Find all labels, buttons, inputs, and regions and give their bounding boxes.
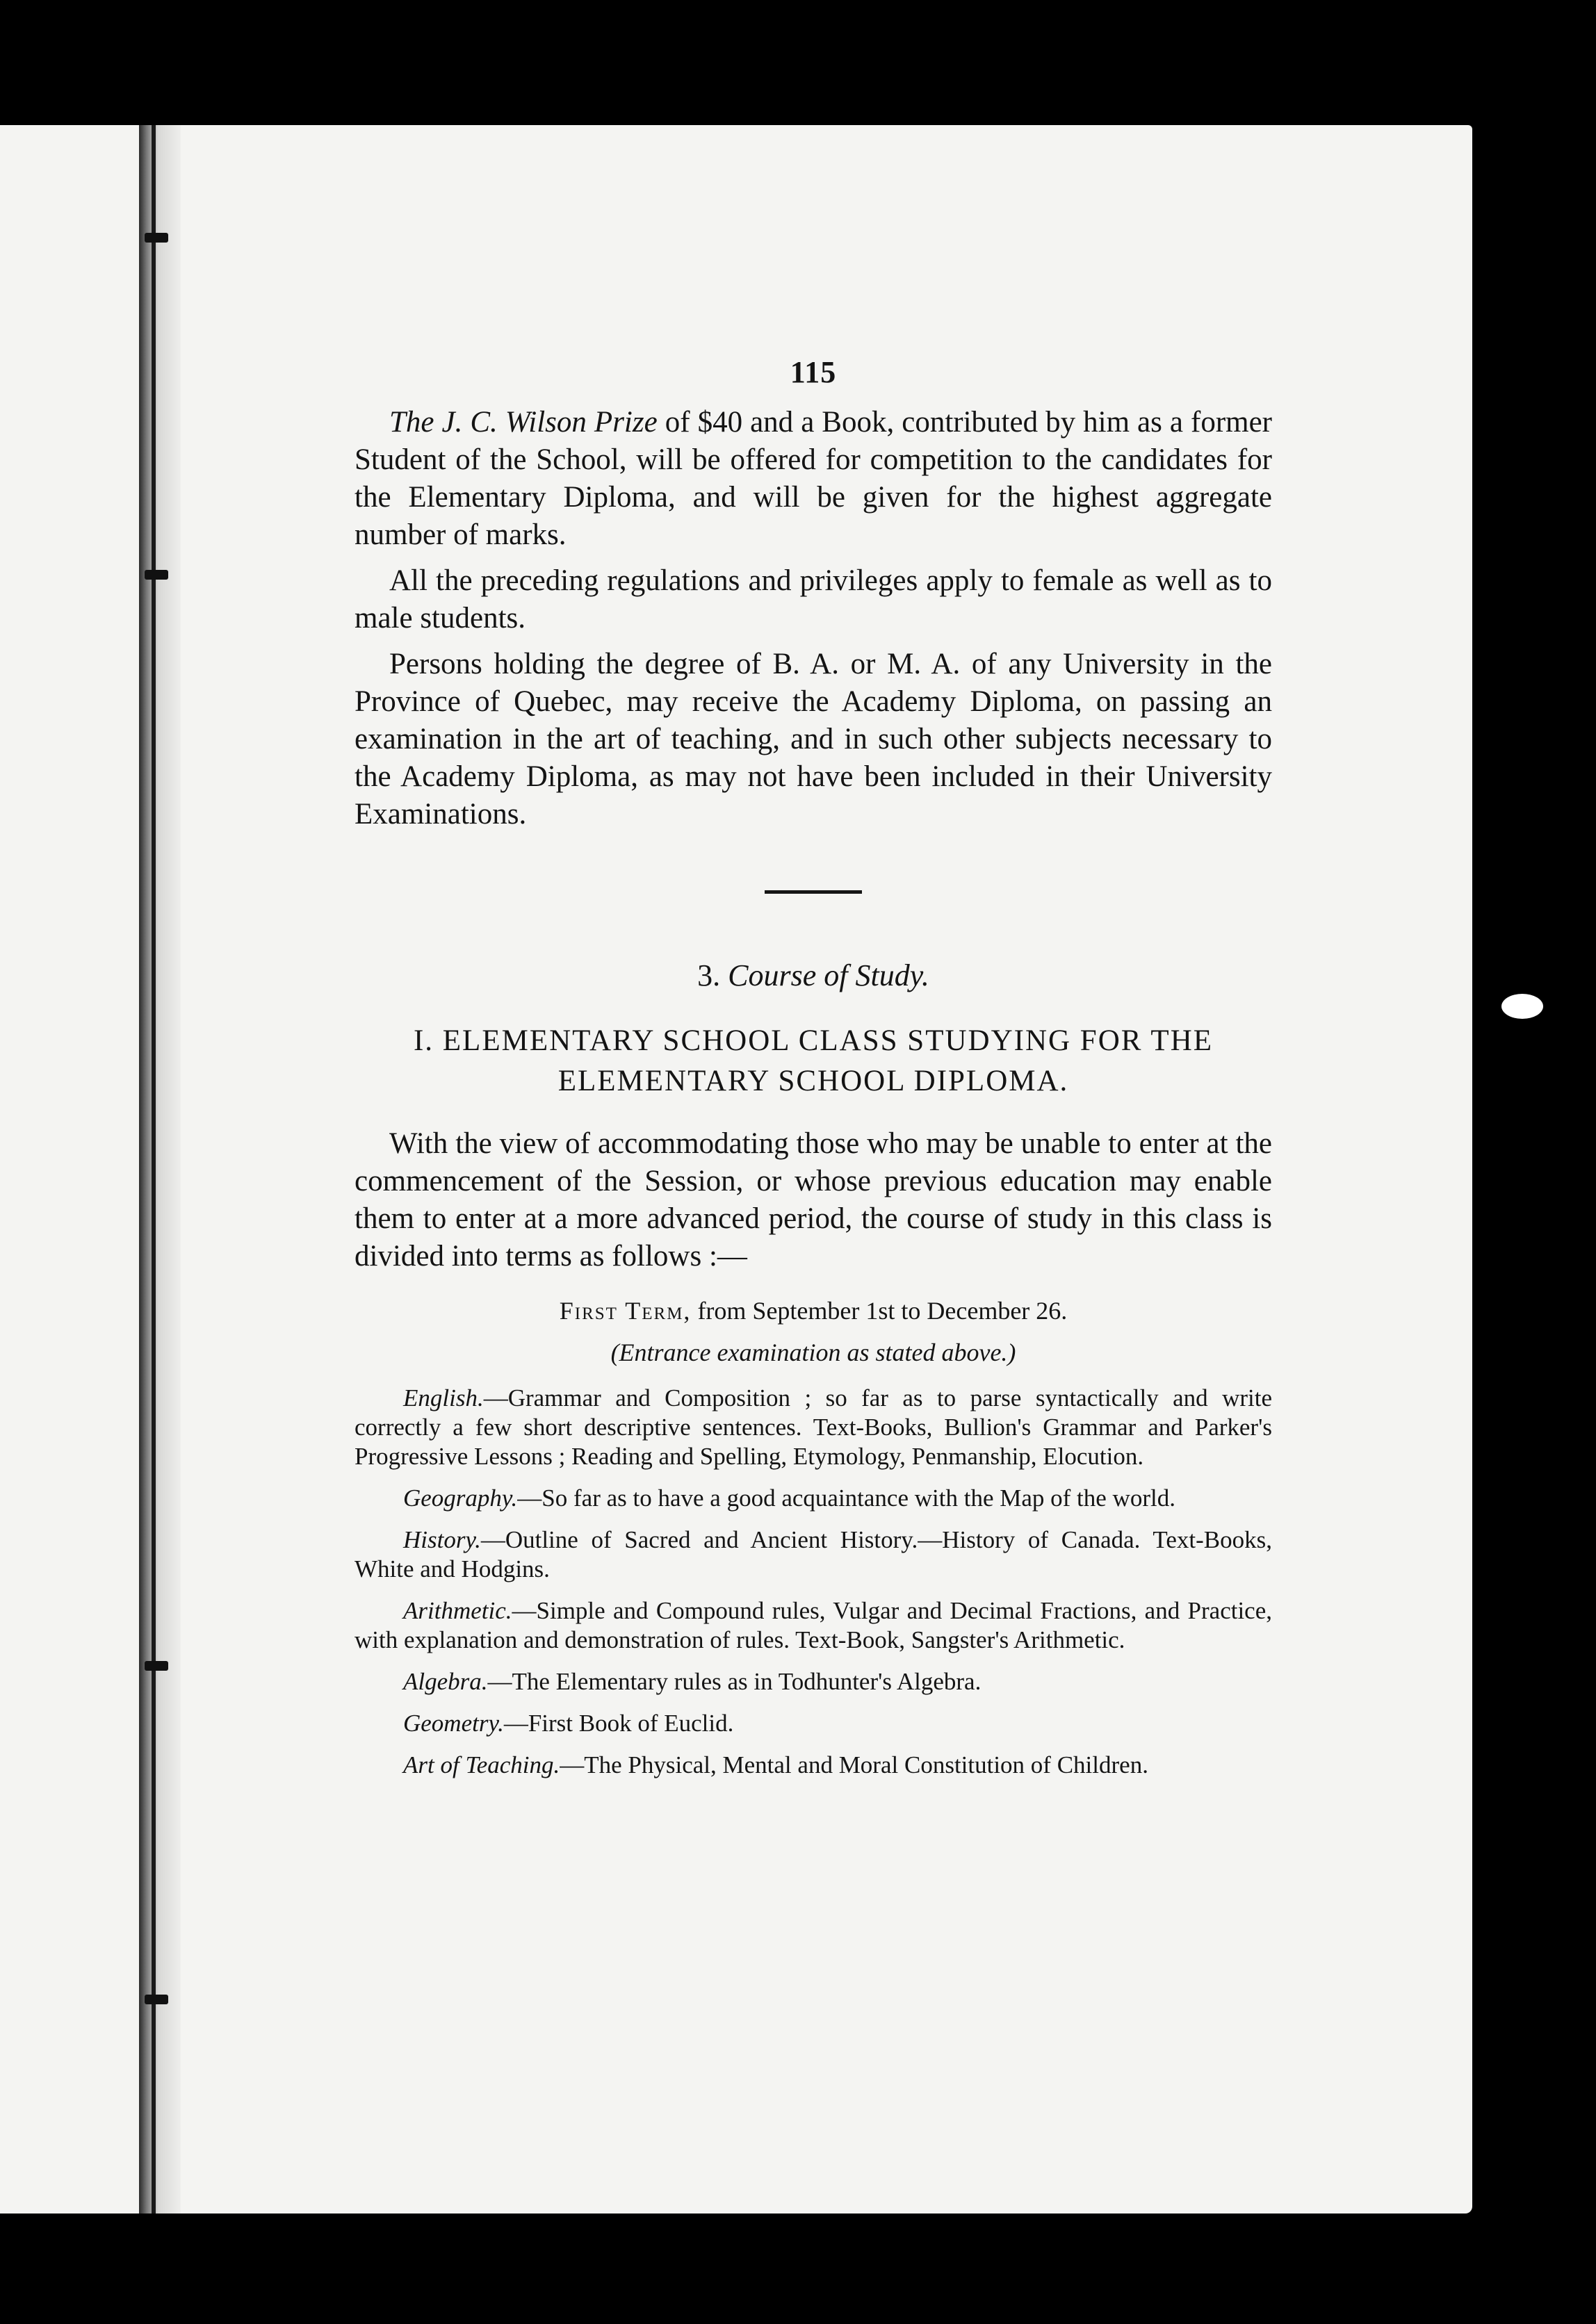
subject-name: Geography. — [403, 1484, 518, 1512]
paragraph-intro: With the view of accommodating those who may be unable to enter at the commencement of the Session, or whose previous education may enable them to enter at a more advanced period, the course of study in this class is divided into terms as follows :— — [355, 1127, 1272, 1273]
subject-name: Art of Teaching. — [403, 1751, 560, 1778]
subject-name: Algebra. — [403, 1668, 488, 1695]
class-heading — [355, 1021, 1272, 1102]
scan-artifact — [1501, 994, 1543, 1019]
section-number: 3. — [697, 958, 721, 992]
binding-stitch — [145, 1661, 168, 1671]
section-name: Course of Study. — [728, 958, 929, 992]
class-heading-line: I. ELEMENTARY SCHOOL CLASS STUDYING FOR THE — [413, 1024, 1214, 1057]
subject-name: History. — [403, 1526, 481, 1553]
term-dates: from September 1st to December 26. — [697, 1297, 1068, 1325]
subject-history — [355, 1525, 1272, 1584]
binding-edge — [152, 125, 156, 2213]
page-sheet — [0, 125, 1472, 2213]
subject-geography — [355, 1484, 1272, 1513]
binding-stitch — [145, 570, 168, 580]
binding-stitch — [145, 233, 168, 243]
page-number: 115 — [790, 355, 837, 389]
binding-gutter — [139, 125, 181, 2213]
paragraph-wilson-prize — [355, 404, 1272, 554]
subject-text: —The Physical, Mental and Moral Constitution of Children. — [560, 1751, 1148, 1778]
subject-name: Geometry. — [403, 1710, 504, 1737]
paragraph-degree-holders: Persons holding the degree of B. A. or M. A. of any University in the Province of Quebec, may receive the Academy Diploma, on passing an examination in the art of teaching, and in such other subjects necessary to the Academy Diploma, as may not have been included in their University Examinations. — [355, 648, 1272, 830]
term-heading — [355, 1296, 1272, 1325]
paragraph-text: of $40 and a Book, contributed by him as a former Student of the School, will be offered for competition to the candidates for the Elementary Diploma, and will be given for the highest aggregate number of marks. — [355, 406, 1272, 551]
subject-text: —Simple and Compound rules, Vulgar and Decimal Fractions, and Practice, with explanation and demonstration of rules. Text-Book, Sangster's Arithmetic. — [355, 1597, 1272, 1653]
class-heading-line: ELEMENTARY SCHOOL DIPLOMA. — [557, 1065, 1069, 1097]
prize-name: The J. C. Wilson Prize — [389, 406, 658, 439]
term-label: First Term, — [559, 1297, 692, 1325]
subject-text: —Outline of Sacred and Ancient History.—History of Canada. Text-Books, White and Hodgins. — [355, 1526, 1272, 1582]
subject-english — [355, 1384, 1272, 1471]
subject-text: —Grammar and Composition ; so far as to parse syntactically and write correctly a few short descriptive sentences. Text-Books, Bullion's Grammar and Parker's Progressive Lessons ; Reading and Spelling, Etymology, Penmanship, Elocution. — [355, 1384, 1272, 1470]
paragraph-regulations: All the preceding regulations and privileges apply to female as well as to male students. — [355, 564, 1272, 635]
page-text — [355, 354, 1272, 1792]
section-divider — [765, 890, 862, 894]
section-title — [355, 958, 1272, 993]
subject-text: —First Book of Euclid. — [503, 1710, 734, 1737]
subject-art-of-teaching — [355, 1751, 1272, 1780]
subject-arithmetic — [355, 1596, 1272, 1655]
entrance-note: (Entrance examination as stated above.) — [610, 1339, 1016, 1366]
subject-text: —The Elementary rules as in Todhunter's Algebra. — [487, 1668, 982, 1695]
subject-algebra — [355, 1667, 1272, 1696]
subject-name: English. — [403, 1384, 484, 1411]
subject-text: —So far as to have a good acquaintance with the Map of the world. — [517, 1484, 1175, 1512]
subject-geometry — [355, 1709, 1272, 1738]
binding-stitch — [145, 1995, 168, 2004]
subject-name: Arithmetic. — [403, 1597, 512, 1624]
